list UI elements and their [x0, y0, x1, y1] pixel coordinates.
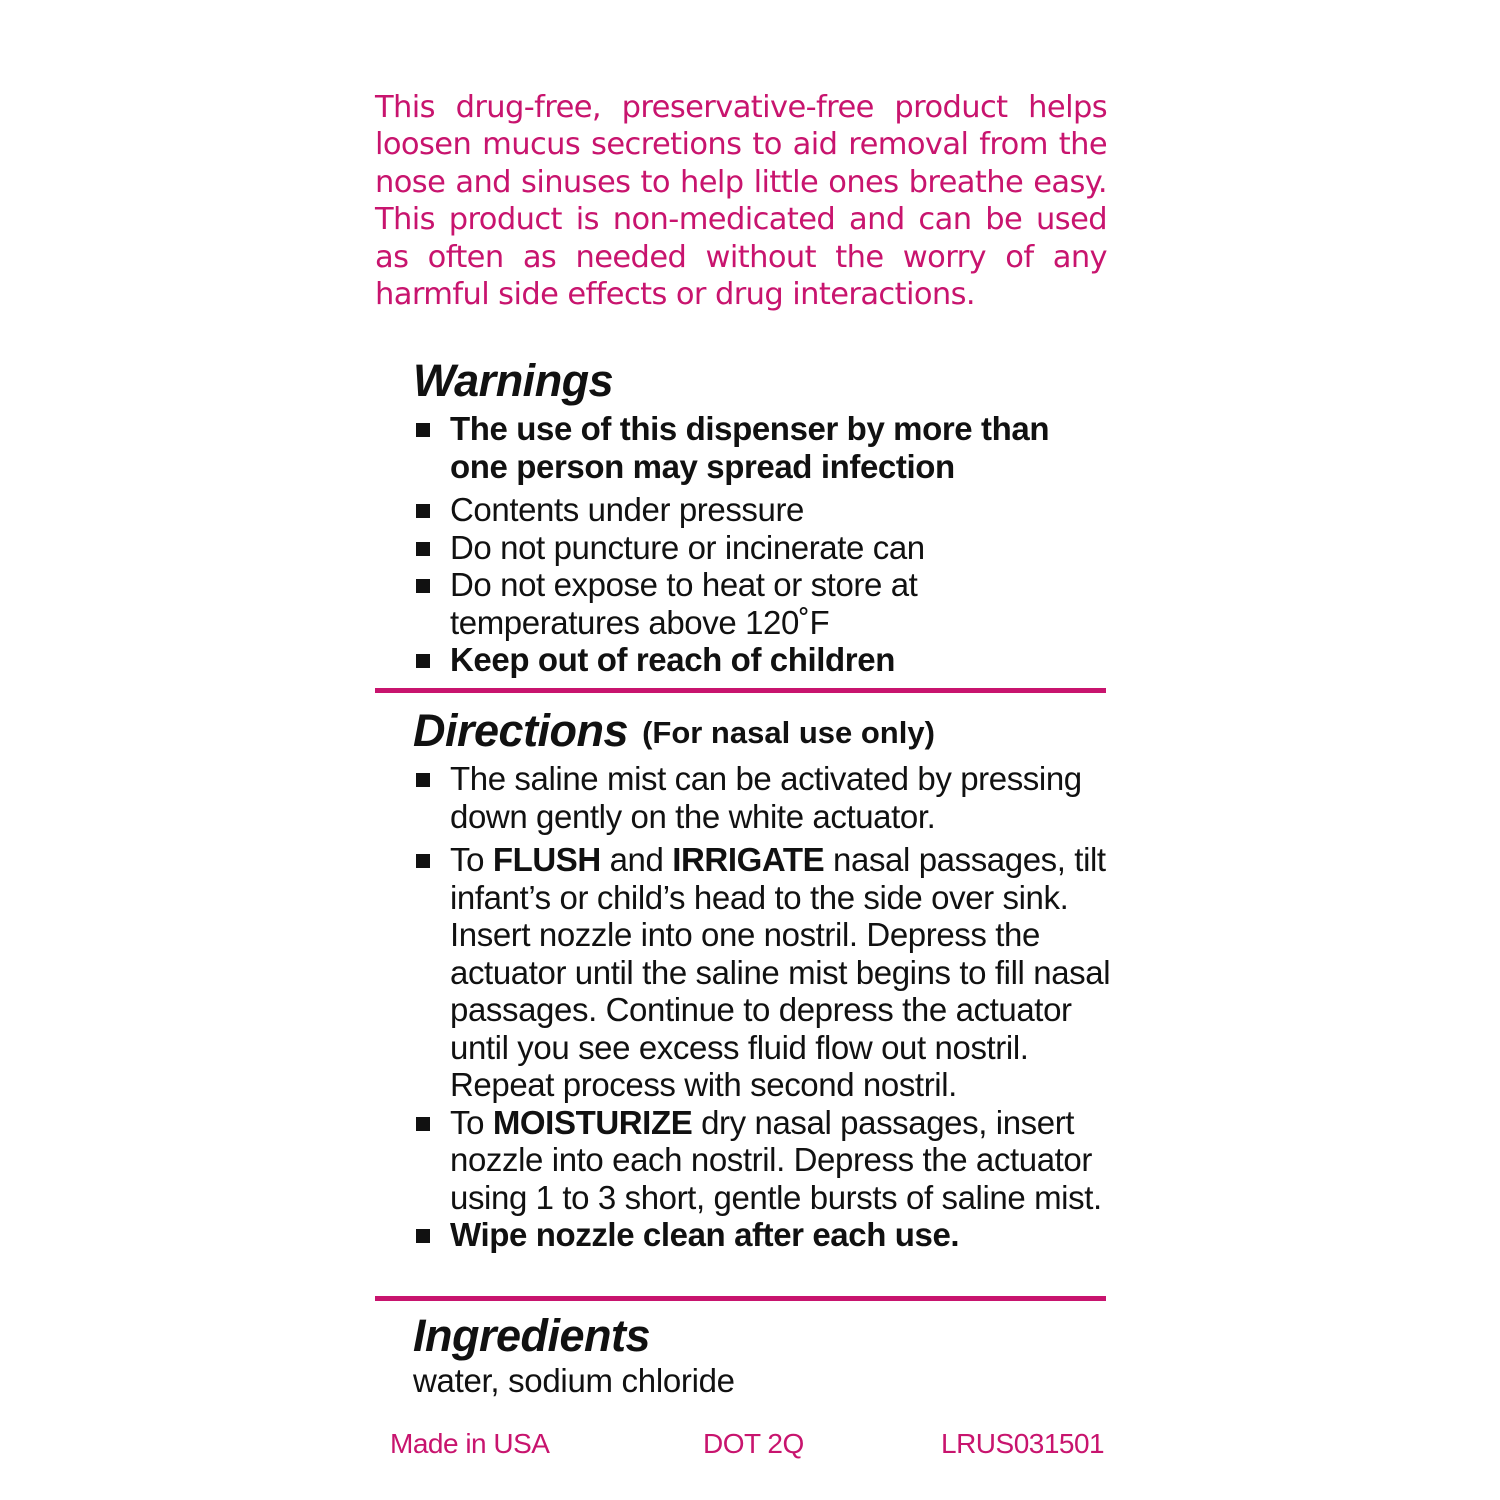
direction-prefix: To — [450, 841, 493, 878]
ingredients-heading: Ingredients — [413, 1310, 651, 1361]
ingredients-text: water, sodium chloride — [413, 1362, 735, 1399]
directions-subheading: (For nasal use only) — [642, 715, 935, 750]
direction-text: Wipe nozzle clean after each use. — [450, 1216, 960, 1253]
list-item — [413, 841, 1113, 1104]
footer-dot-code: DOT 2Q — [703, 1428, 804, 1459]
bullet-square-icon — [416, 1117, 430, 1131]
direction-emphasis: MOISTURIZE — [492, 1103, 693, 1141]
direction-emphasis: FLUSH — [492, 841, 601, 878]
warnings-list — [413, 410, 1113, 679]
warning-text: The use of this dispenser by more than one person may spread infection — [450, 410, 1050, 485]
product-description: This drug-free, preservative-free product helps loosen mucus secretions to aid removal from the nose and sinuses to help little ones breathe easy. This product is non-medicated and can be used as often as needed without the worry of any harmful side effects or drug interactions. — [375, 89, 1107, 312]
list-item — [413, 760, 1113, 835]
direction-conjunction: and — [600, 841, 673, 878]
footer-origin: Made in USA — [390, 1428, 550, 1459]
warnings-section — [413, 356, 1113, 679]
bullet-square-icon — [416, 1229, 430, 1243]
section-divider — [375, 1296, 1106, 1301]
direction-text: nasal passages, tilt infant’s or child’s head to the side over sink. Insert nozzle into one nostril. Depress the actuator until the saline mist begins to fill nasal passages. Continue to depress the actuator until you see excess fluid flow out nostril. Repeat process with second nostril. — [450, 841, 1111, 1103]
bullet-square-icon — [416, 504, 430, 518]
list-item — [413, 410, 1113, 485]
warning-text: Do not expose to heat or store at temperatures above 120˚F — [450, 566, 918, 641]
direction-prefix: To — [450, 1103, 493, 1141]
list-item — [413, 566, 1113, 641]
list-item — [413, 1104, 1113, 1217]
directions-list — [413, 760, 1113, 1254]
list-item — [413, 641, 1113, 679]
bullet-square-icon — [416, 854, 430, 868]
warning-text: Contents under pressure — [450, 491, 805, 528]
bullet-square-icon — [416, 542, 430, 556]
warning-text: Do not puncture or incinerate can — [450, 528, 925, 566]
bullet-square-icon — [416, 654, 430, 668]
directions-heading — [413, 706, 1113, 758]
list-item — [413, 529, 1113, 567]
directions-section — [413, 706, 1113, 1254]
directions-title: Directions — [413, 705, 629, 756]
footer-product-code: LRUS031501 — [941, 1428, 1105, 1459]
bullet-square-icon — [416, 773, 430, 787]
direction-text: The saline mist can be activated by pressing down gently on the white actuator. — [450, 760, 1082, 835]
direction-emphasis: IRRIGATE — [672, 841, 825, 878]
ingredients-section — [413, 1311, 1113, 1401]
bullet-square-icon — [416, 423, 430, 437]
warnings-heading: Warnings — [413, 355, 614, 406]
bullet-square-icon — [416, 579, 430, 593]
warning-text: Keep out of reach of children — [450, 641, 895, 678]
list-item — [413, 491, 1113, 529]
direction-text: dry nasal passages, insert nozzle into each nostril. Depress the actuator using 1 to 3 short, gentle bursts of saline mist. — [450, 1103, 1102, 1216]
list-item — [413, 1216, 1113, 1254]
section-divider — [375, 688, 1106, 693]
